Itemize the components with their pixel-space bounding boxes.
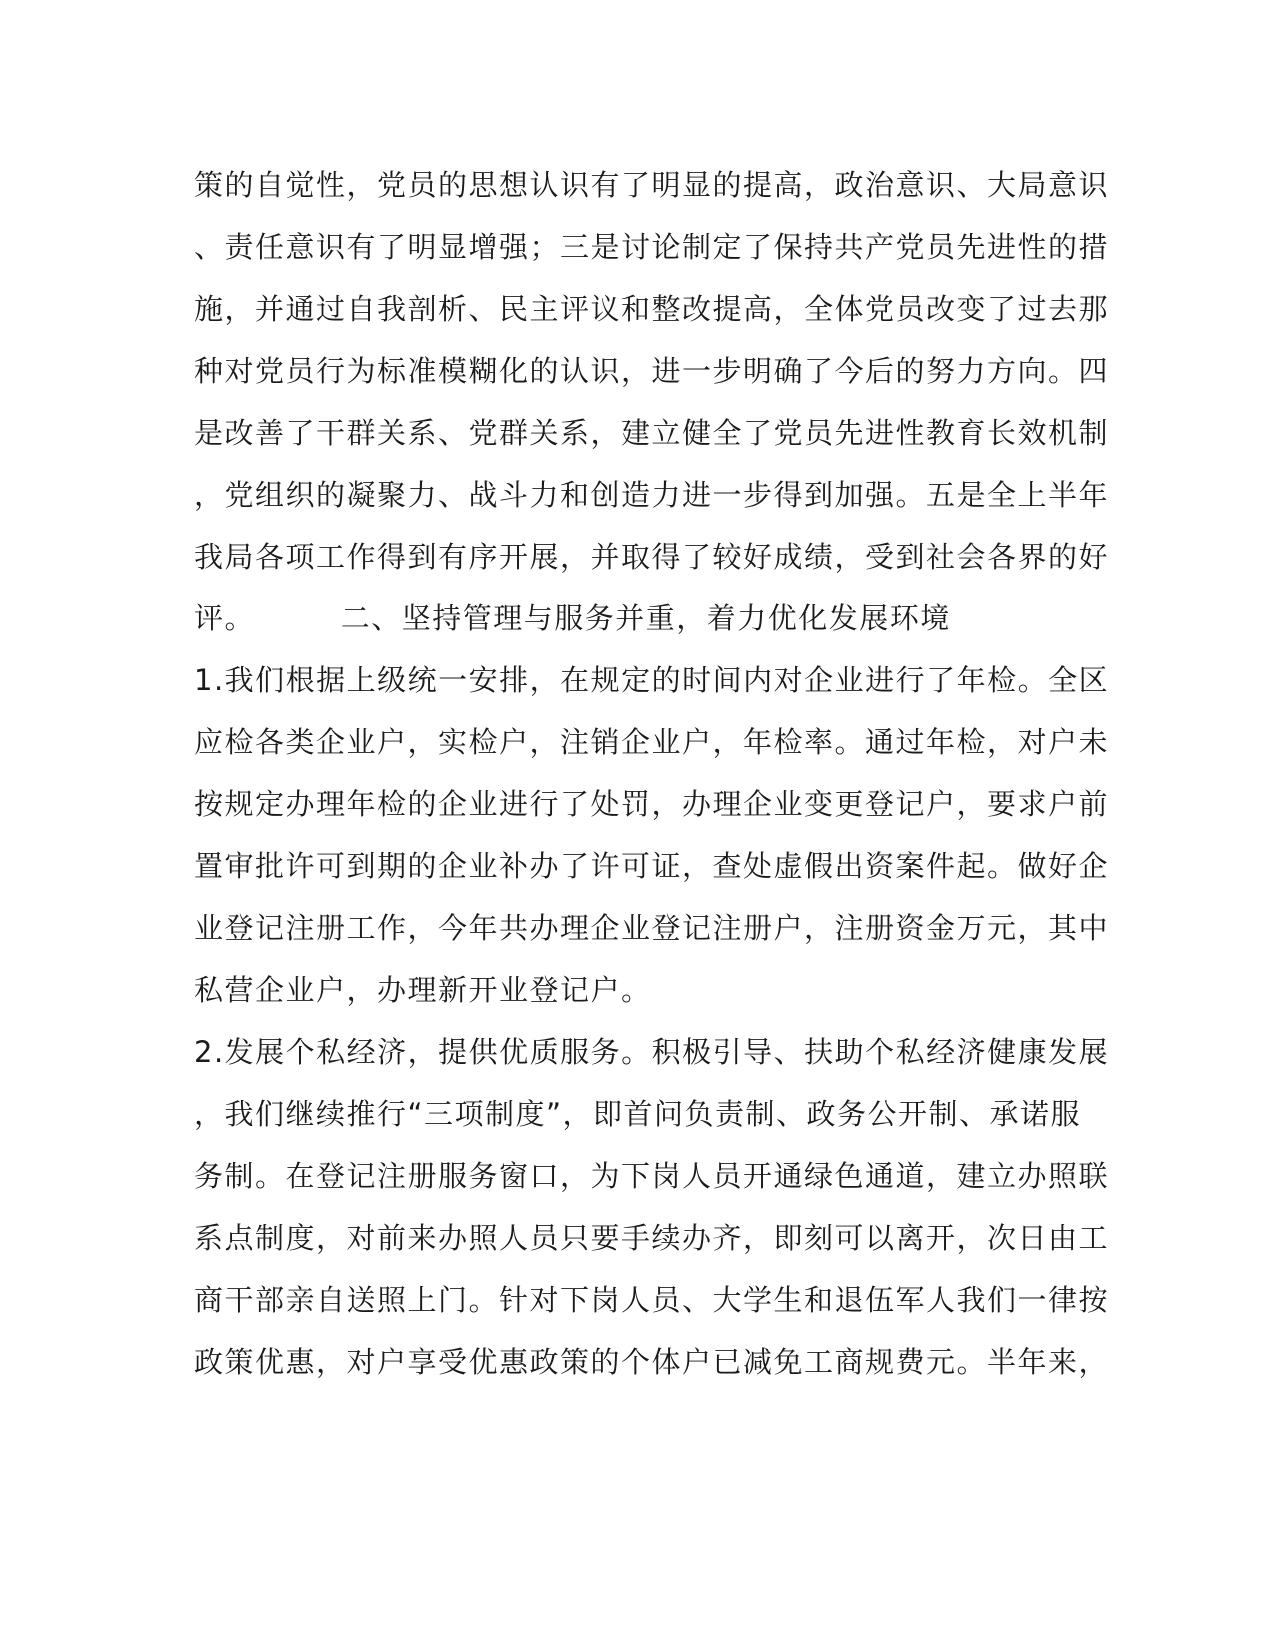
text-line: ，我们继续推行“三项制度”，即首问负责制、政务公开制、承诺服 (194, 1097, 1082, 1131)
text-line: 置审批许可到期的企业补办了许可证，查处虚假出资案件起。做好企 (194, 849, 1110, 883)
text-line: 施，并通过自我剖析、民主评议和整改提高，全体党员改变了过去那 (194, 292, 1110, 326)
text-line: ，党组织的凝聚力、战斗力和创造力进一步得到加强。五是全上半年 (194, 478, 1110, 512)
text-line: 私营企业户，办理新开业登记户。 (194, 973, 652, 1007)
text-line: 我局各项工作得到有序开展，并取得了较好成绩，受到社会各界的好 (194, 540, 1110, 574)
text-line: 是改善了干群关系、党群关系，建立健全了党员先进性教育长效机制 (194, 416, 1110, 450)
text-line: 业登记注册工作，今年共办理企业登记注册户，注册资金万元，其中 (194, 911, 1110, 945)
text-line: 政策优惠，对户享受优惠政策的个体户已减免工商规费元。半年来， (194, 1345, 1110, 1379)
text-line: 、责任意识有了明显增强；三是讨论制定了保持共产党员先进性的措 (194, 230, 1110, 264)
text-line: 2.发展个私经济，提供优质服务。积极引导、扶助个私经济健康发展 (194, 1035, 1110, 1069)
text-line: 策的自觉性，党员的思想认识有了明显的提高，政治意识、大局意识 (194, 168, 1110, 202)
text-line: 应检各类企业户，实检户，注销企业户，年检率。通过年检，对户未 (194, 725, 1110, 759)
section-heading-line: 评。 二、坚持管理与服务并重，着力优化发展环境 (194, 601, 951, 635)
text-line: 商干部亲自送照上门。针对下岗人员、大学生和退伍军人我们一律按 (194, 1283, 1110, 1317)
text-line: 系点制度，对前来办照人员只要手续办齐，即刻可以离开，次日由工 (194, 1221, 1110, 1255)
text-line: 种对党员行为标准模糊化的认识，进一步明确了今后的努力方向。四 (194, 354, 1110, 388)
text-line: 务制。在登记注册服务窗口，为下岗人员开通绿色通道，建立办照联 (194, 1159, 1110, 1193)
text-line: 按规定办理年检的企业进行了处罚，办理企业变更登记户，要求户前 (194, 787, 1110, 821)
text-line: 1.我们根据上级统一安排，在规定的时间内对企业进行了年检。全区 (194, 663, 1110, 697)
